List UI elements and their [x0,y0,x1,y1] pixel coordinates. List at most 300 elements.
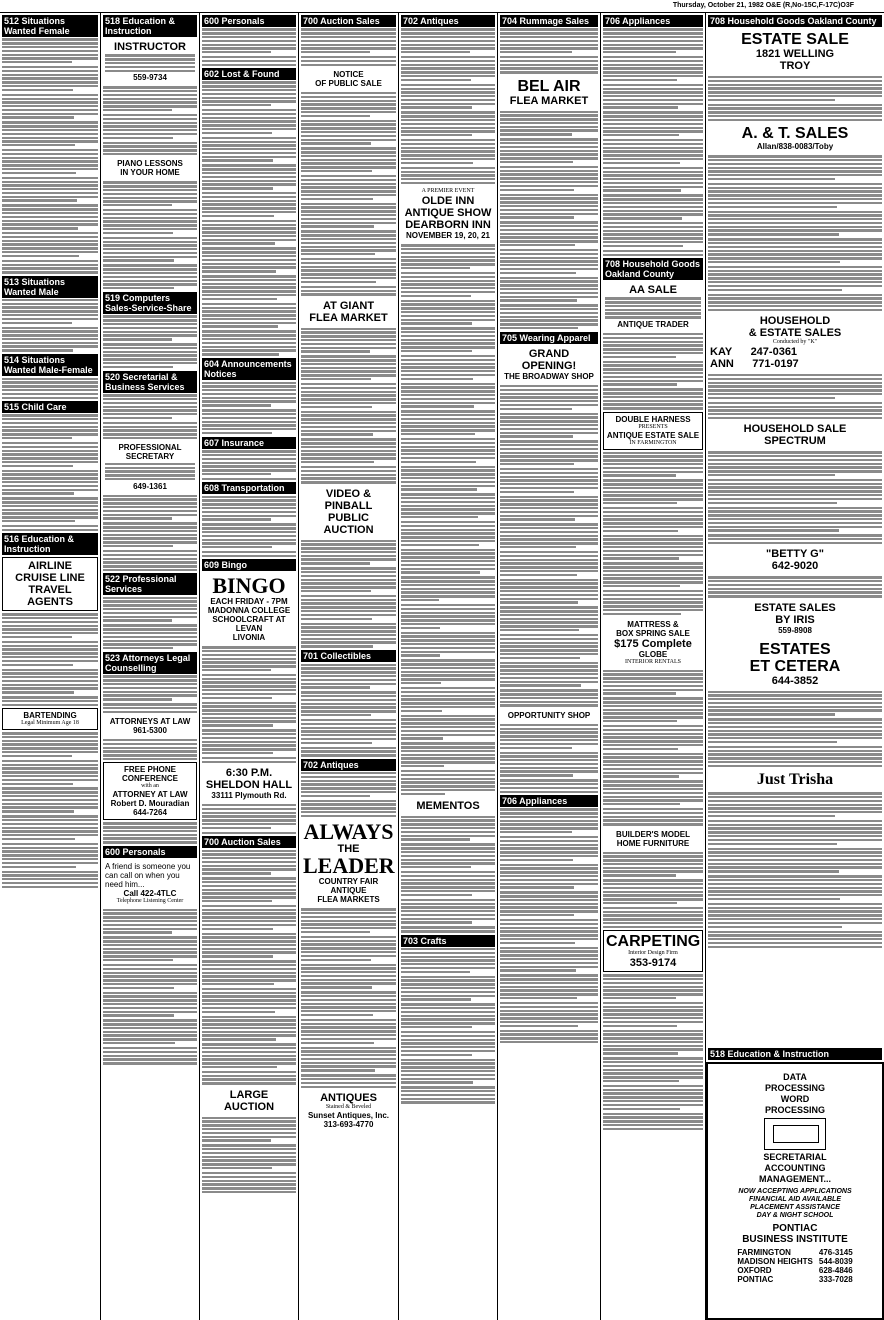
category-heading: 513 Situations Wanted Male [2,276,98,298]
ad-text-line [2,153,98,155]
ad-text-line [2,385,98,387]
ad-text-line [603,189,681,191]
ad-text-line [708,800,882,802]
ad-text-line [103,153,197,155]
ad-text-line [202,346,296,348]
ad-text-line [2,255,79,257]
ad-text-line [2,625,98,627]
ad-text-line [401,363,495,365]
ad-text-line [603,922,703,924]
ad-text-line [301,96,396,98]
ad-text-line [603,1108,680,1110]
ad-text-line [603,226,703,228]
ad-text-line [603,570,703,572]
ad-text-line [202,661,296,663]
category-heading: 607 Insurance [202,437,296,449]
ad-text-line [2,442,98,444]
ad-text-line [401,1007,495,1009]
ad-text-line [708,104,882,106]
ad-text-line [603,194,703,196]
ad-text-line [202,995,296,997]
ad-text-line [103,354,197,356]
ad-text-line [103,632,197,634]
ad-text-line [301,551,396,553]
ad-text-line [2,505,98,507]
ad-text-line [2,271,98,273]
ad-text-line [202,51,271,53]
ad-text-line [202,972,296,974]
ad-text-line [301,1023,396,1025]
ad-text-line [301,671,396,673]
ad-text-line [401,979,495,981]
ad-text-block [603,452,703,615]
ad-text-line [401,983,495,985]
ad-text-line [202,458,296,460]
ad-text-line [500,244,575,246]
ad-text-line [708,76,882,78]
ad-text-line [603,507,703,509]
ad-text-line [202,944,296,946]
ad-text-line [103,616,197,618]
ad-text-line [301,645,373,647]
ad-text-line [401,635,495,637]
ad-text-line [301,947,396,949]
pbi-location-row [734,1257,855,1266]
ad-text-line [401,127,495,129]
ad-text-line [103,916,197,918]
ad-text-line [103,315,197,317]
ad-text-line [202,507,296,509]
ad-text-line [500,555,598,557]
ad-text-line [401,103,495,105]
ad-text-line [500,542,598,544]
ad-text-line [603,753,703,755]
ad-text-line [103,608,197,610]
ad-text-line [401,843,495,845]
ad-text-line [401,1081,473,1083]
ad-text-line [500,177,598,179]
etc-title-2: ET CETERA [749,657,841,675]
ad-text-line [2,767,98,769]
ad-text-line [401,599,439,601]
ad-text-line [103,109,172,111]
ad-text-line [401,623,495,625]
ad-text-line [103,964,197,966]
ad-text-line [401,549,495,551]
ad-text-line [401,851,495,853]
ad-text-line [301,40,396,42]
ad-text-line [2,886,98,888]
ad-text-line [603,566,703,568]
ad-text-line [401,252,495,254]
ad-text-line [500,236,598,238]
ad-text-line [105,478,195,480]
ad-text-line [708,95,882,97]
ad-text-line [103,522,197,524]
phone: 544-8039 [818,1257,853,1266]
spectrum-ad [708,421,882,449]
ad-text-line [2,465,73,467]
ad-text-line [500,812,598,814]
bingo-line-1: EACH FRIDAY - 7PM [210,597,288,607]
ad-text-line [401,123,495,125]
ad-text-line [202,220,296,222]
ad-text-line [401,737,443,739]
column-3 [200,13,299,1320]
ad-text-line [202,89,296,91]
ad-text-line [301,418,396,420]
ad-text-line [603,1057,703,1059]
ad-text-line [500,783,598,785]
ad-text-line [301,422,396,424]
ad-text-line [103,213,197,215]
builders-title-2: HOME FURNITURE [616,838,690,848]
ad-text-line [2,656,98,658]
ad-text-line [103,351,197,353]
ad-text-line [708,746,882,748]
ad-text-line [2,874,98,876]
ad-text-line [103,534,197,536]
ad-text-line [202,85,296,87]
pbi-line-word-processing: PROCESSING [764,1105,825,1115]
ad-text-line [401,556,495,558]
ad-text-line [202,1011,275,1013]
ad-text-line [401,95,495,97]
ad-text-line [103,830,197,832]
ad-text-line [301,555,396,557]
ad-text-line [301,920,396,922]
ad-text-line [500,779,598,781]
ad-text-line [603,95,703,97]
ad-text-line [708,733,882,735]
estate-city: TROY [779,60,811,72]
computer-icon [764,1118,826,1150]
ad-text-line [401,47,495,49]
ad-text-line [603,538,703,540]
ad-text-line [603,502,677,504]
ad-text-line [708,726,882,728]
ad-text-line [202,1148,296,1150]
ad-text-line [708,765,882,767]
ad-text-line [401,167,495,169]
ad-text-line [301,370,396,372]
ad-text-line [605,297,701,299]
ad-text-line [2,520,75,522]
ad-text-line [202,227,296,229]
ad-text-line [603,974,703,976]
ad-text-line [603,1080,679,1082]
ad-text-line [2,140,98,142]
ad-text-line [708,538,882,540]
ad-text-line [2,414,98,416]
ad-text-line [301,586,396,588]
ad-text-line [2,212,98,214]
ad-text-line [401,591,495,593]
ad-text-line [202,1172,296,1174]
ad-text-line [301,206,396,208]
ad-text-line [401,88,495,90]
ad-text-line [401,71,495,73]
ad-text-line [202,678,296,680]
ad-text-line [500,1021,598,1023]
iris-title: ESTATE SALES [754,601,836,614]
ad-text-line [301,142,371,144]
ad-text-line [2,144,75,146]
ad-text-line [301,1006,396,1008]
ad-text-line [500,535,598,537]
ad-text-line [103,101,197,103]
ad-text-line [603,803,680,805]
ad-text-line [202,515,296,517]
ad-text-line [202,523,296,525]
ad-text-line [103,1027,197,1029]
ad-text-line [708,761,882,763]
ad-text-line [301,571,396,573]
ad-text-line [301,927,396,929]
ad-text-line [603,483,703,485]
ad-text-line [105,54,195,56]
ad-text-line [202,168,296,170]
ad-text-block [401,948,495,1104]
ad-text-line [2,823,98,825]
ad-text-line [105,467,195,469]
mementos-title: MEMENTOS [416,799,480,812]
ad-text-line [603,590,703,592]
ad-text-line [708,706,882,708]
ad-text-line [202,928,273,930]
ad-text-line [708,750,882,752]
ad-text-line [301,683,396,685]
ad-text-line [2,787,98,789]
pbi-day-night: DAY & NIGHT SCHOOL [756,1212,834,1219]
ad-text-line [603,740,703,742]
ad-text-line [603,1072,703,1074]
ad-text-line [202,183,296,185]
ad-text-line [301,623,396,625]
ad-text-line [708,713,835,715]
ad-text-line [500,755,598,757]
ad-text-line [103,256,197,258]
ad-text-line [2,393,98,395]
ad-text-line [103,1019,197,1021]
ad-text-line [301,975,396,977]
ad-text-line [708,378,882,380]
ad-text-line [301,162,396,164]
ad-text-block [103,495,197,572]
ad-text-line [202,263,296,265]
ad-text-line [603,56,703,58]
ad-text-line [202,465,296,467]
ad-text-line [708,514,882,516]
ad-text-line [603,1065,703,1067]
ad-text-line [500,590,598,592]
ad-text-line [401,584,495,586]
ad-text-line [301,1019,396,1021]
ad-text-line [103,331,197,333]
ad-text-line [202,681,296,683]
ad-text-line [2,160,98,162]
category-heading: 604 Announcements Notices [202,358,296,380]
ad-text-line [500,923,598,925]
ad-text-line [202,1159,296,1161]
ad-text-line [401,99,495,101]
ad-text-line [401,44,495,46]
ad-text-line [603,1048,703,1050]
ad-text-line [401,256,495,258]
ad-text-line [401,516,478,518]
ad-text-line [301,1047,396,1049]
ad-text-line [500,221,598,223]
category-heading: 608 Transportation [202,482,296,494]
ad-text-line [500,586,598,588]
ad-text-line [105,62,195,64]
ad-text-line [301,100,396,102]
ad-text-line [603,337,703,339]
ad-text-line [401,1062,495,1064]
ad-text-line [202,724,273,726]
ad-text-line [603,1033,703,1035]
ad-text-line [500,240,598,242]
ad-text-line [202,100,296,102]
ad-text-line [103,624,197,626]
ad-text-line [401,831,495,833]
ad-text-line [603,91,703,93]
ad-text-line [500,170,598,172]
kay-line [710,346,880,358]
ad-text-line [401,276,495,278]
ad-text-line [2,181,98,183]
ad-text-line [401,899,495,901]
ad-text-block [708,576,882,597]
ad-text-line [708,815,835,817]
ad-text-line [708,722,882,724]
ad-text-line [401,1031,495,1033]
ad-text-line [2,74,98,76]
ad-text-line [2,736,98,738]
ad-text-line [301,791,396,793]
ad-text-line [603,237,703,239]
ad-text-line [202,400,296,402]
ad-text-line [202,669,271,671]
ad-text-line [2,157,98,159]
ad-text-line [603,463,703,465]
ad-text-line [301,457,396,459]
ad-text-line [500,40,598,42]
ad-text-line [301,339,396,341]
ad-text-line [603,819,703,821]
ad-text-line [603,1116,703,1118]
ad-text-line [603,32,703,34]
ad-text-line [301,787,396,789]
ad-text-line [202,988,296,990]
ad-text-line [301,402,396,404]
builders-model-ad [603,828,703,850]
airline-title: AIRLINE [28,560,72,573]
free-with: with an [141,783,159,790]
dh-sale: ANTIQUE ESTATE SALE [606,430,700,440]
ad-text-line [500,906,598,908]
ad-text-line [401,793,445,795]
ad-text-line [500,618,598,620]
ad-text-line [500,614,598,616]
ad-text-line [2,338,98,340]
ad-text-line [401,695,495,697]
piano-title: PIANO LESSONS [117,159,183,169]
ad-text-line [708,246,882,248]
ad-text-line [708,702,882,704]
ad-text-line [103,276,197,278]
ad-text-line [500,249,598,251]
ad-text-line [2,743,98,745]
ad-text-line [708,389,882,391]
ad-text-line [500,934,598,936]
ad-text-line [401,414,495,416]
ad-text-line [603,245,683,247]
ad-text-line [105,58,195,60]
carpeting-phone: 353-9174 [629,957,677,970]
ad-text-line [500,118,598,120]
ad-text-line [603,887,703,889]
ad-text-line [401,508,495,510]
ad-text-line [401,667,495,669]
ad-text-line [603,1085,703,1087]
ad-text-line [500,919,598,921]
ad-text-line [603,254,703,256]
ad-text-line [500,181,598,183]
phone: 628-4846 [818,1266,853,1275]
ad-text-line [301,590,371,592]
ad-text-line [500,400,598,402]
ad-text-line [603,167,703,169]
ad-text-line [401,134,472,136]
ad-text-line [603,870,703,872]
ad-text-line [603,911,703,913]
ad-text-line [103,537,197,539]
ad-text-line [708,84,882,86]
ad-text-line [103,526,197,528]
free-name: Robert D. Mouradian [110,799,190,809]
airline-ad [2,557,98,611]
ad-text-line [500,989,598,991]
ad-text-line [2,50,98,52]
ad-text-line [2,617,98,619]
ad-text-line [301,218,396,220]
ad-text-line [202,242,275,244]
ad-text-line [103,628,197,630]
ad-text-line [301,293,396,295]
olde-title-3: DEARBORN INN [405,219,491,232]
ad-text-line [202,804,296,806]
ad-text-line [202,551,296,553]
ad-text-line [401,903,495,905]
ad-text-line [401,91,495,93]
ad-text-line [500,859,573,861]
ad-text-line [401,1070,495,1072]
ad-text-line [401,1039,495,1041]
sheldon-title: SHELDON HALL [205,779,293,792]
ad-text-line [202,861,296,863]
ad-text-line [708,174,882,176]
ad-text-line [202,303,296,305]
instructor-title: INSTRUCTOR [114,41,186,53]
ad-text-line [500,747,572,749]
ad-text-line [603,67,703,69]
ad-text-line [500,910,598,912]
ad-text-block [500,111,598,330]
ad-text-line [401,730,495,732]
ad-text-line [301,582,396,584]
ad-text-line [500,662,598,664]
